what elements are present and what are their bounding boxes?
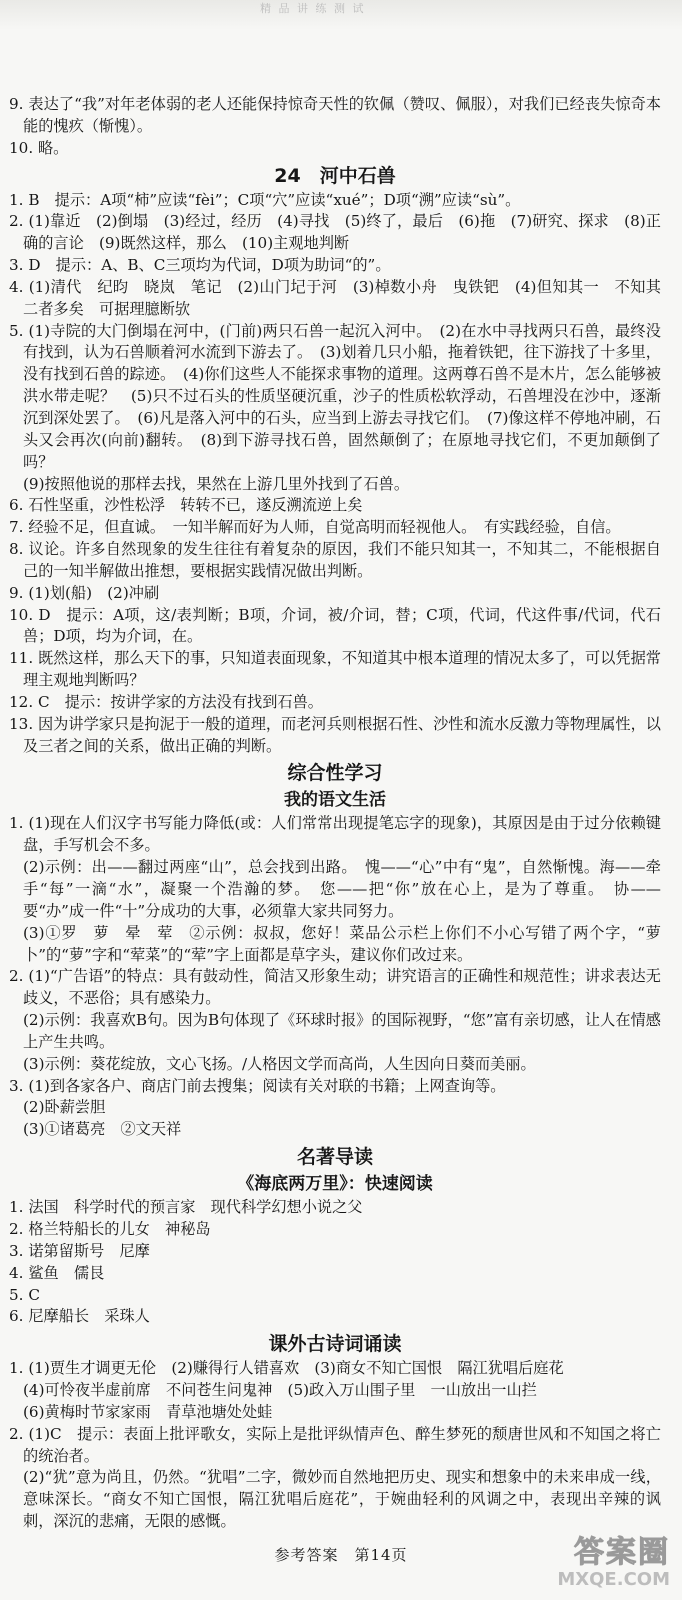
section-subtitle: 我的语文生活 xyxy=(284,790,386,811)
answer-item: 6. 石性坚重，沙性松浮 转转不已，遂反溯流逆上矣 xyxy=(9,496,363,515)
answer-content xyxy=(9,94,661,1533)
answer-item: 1. 法国 科学时代的预言家 现代科学幻想小说之父 xyxy=(9,1198,363,1217)
section-title: 课外古诗词诵读 xyxy=(268,1333,402,1356)
answer-item: 1. (1)贾生才调更无伦 (2)赚得行人错喜欢 (3)商女不知亡国恨 隔江犹唱后庭花 xyxy=(9,1359,564,1378)
page-footer: 参考答案 第14页 xyxy=(274,1546,408,1564)
top-scan-edge xyxy=(0,0,682,30)
answer-item: 4. (1)清代 纪昀 晓岚 笔记 (2)山门圮于河 (3)棹数小舟 曳铁钯 (4)但知其一 不知其二者多矣 可据理臆断欤 xyxy=(9,277,661,318)
answer-item: 2. (1)靠近 (2)倒塌 (3)经过，经历 (4)寻找 (5)终了，最后 (6)拖 (7)研究、探求 (8)正确的言论 (9)既然这样，那么 (10)主观地判断 xyxy=(9,212,661,253)
answer-item: 10. 略。 xyxy=(9,138,69,157)
watermark-logo-text: 答案圈 xyxy=(574,1535,670,1570)
section-title: 综合性学习 xyxy=(287,762,383,785)
answer-item: 8. 议论。许多自然现象的发生往往有着复杂的原因，我们不能只知其一，不知其二，不能根据自己的一知半解做出推想，要根据实践情况做出判断。 xyxy=(9,540,661,580)
answer-item: 7. 经验不足，但直诚。 一知半解而好为人师，自觉高明而轻视他人。 有实践经验，自信。 xyxy=(9,518,621,537)
answer-subitem: (9)按照他说的那样去找，果然在上游几里外找到了石兽。 xyxy=(23,474,410,493)
header-fragment: 精 品 讲 练 测 试 xyxy=(260,2,366,15)
answer-item: 13. 因为讲学家只是拘泥于一般的道理，而老河兵则根据石性、沙性和流水反激力等物理属性，以及三者之间的关系，做出正确的判断。 xyxy=(9,714,661,755)
answer-item: 3. 诺第留斯号 尼摩 xyxy=(9,1241,150,1260)
answer-subitem: (3)①诸葛亮 ②文天祥 xyxy=(23,1120,182,1139)
answer-item: 2. 格兰特船长的儿女 神秘岛 xyxy=(9,1219,211,1238)
section-subtitle: 《海底两万里》：快速阅读 xyxy=(237,1174,433,1195)
section-title: 名著导读 xyxy=(296,1146,373,1169)
answer-subitem: (2)示例：我喜欢B句。因为B句体现了《环球时报》的国际视野，“您”富有亲切感，让人在情感上产生共鸣。 xyxy=(23,1011,661,1051)
watermark-url: MXQE.COM xyxy=(557,1569,670,1590)
answer-item: 4. 鲨鱼 儒艮 xyxy=(9,1263,105,1282)
answer-item: 5. C xyxy=(9,1285,40,1304)
answer-item: 10. D 提示：A项，这/表判断；B项，介词，被/介词，替；C项，代词，代这件事/代词，代石兽；D项，均为介词，在。 xyxy=(9,605,661,646)
watermark-logo xyxy=(520,1536,670,1592)
answer-item: 9. 表达了“我”对年老体弱的老人还能保持惊奇天性的钦佩（赞叹、佩服），对我们已经丧失惊奇本能的愧疚（惭愧）。 xyxy=(9,95,661,135)
answer-subitem: (6)黄梅时节家家雨 青草池塘处处蛙 xyxy=(23,1402,273,1421)
answer-subitem: (4)可怜夜半虚前席 不问苍生问鬼神 (5)政入万山围子里 一山放出一山拦 xyxy=(23,1381,537,1400)
answer-item: 2. (1)C 提示：表面上批评歌女，实际上是批评纵情声色、醉生梦死的颓唐世风和不知国之将亡的统治者。 xyxy=(9,1424,661,1465)
answer-item: 3. (1)到各家各户、商店门前去搜集；阅读有关对联的书籍；上网查询等。 xyxy=(9,1076,506,1095)
answer-item: 5. (1)寺院的大门倒塌在河中，(门前)两只石兽一起沉入河中。 (2)在水中寻找两只石兽，最终没有找到，认为石兽顺着河水流到下游去了。 (3)划着几只小船，拖着铁钯，往下游找了十多里，没有找到石兽的踪迹。 (4)你们这些人不能探求事物的道理。这两尊石兽不是木片，怎么能够被洪水带走呢？ (5)只不过石头的性质坚硬沉重，沙子的性质松软浮动，石兽埋没在沙中，逐渐沉到深处罢了。 (6)凡是落入河中的石头，应当到上游去寻找它们。 (7)像这样不停地冲刷，石头又会再次(向前)翻转。 (8)到下游寻找石兽，固然颠倒了；在原地寻找它们，不更加颠倒了吗？ xyxy=(9,321,661,471)
answer-subitem: (2)“犹”意为尚且，仍然。“犹唱”二字，微妙而自然地把历史、现实和想象中的未来串成一线，意味深长。“商女不知亡国恨，隔江犹唱后庭花”，于婉曲轻利的风调之中，表现出辛辣的讽刺，深沉的悲痛，无限的感慨。 xyxy=(23,1468,661,1531)
answer-item: 9. (1)划(船) (2)冲刷 xyxy=(9,583,160,602)
answer-item: 12. C 提示：按讲学家的方法没有找到石兽。 xyxy=(9,692,323,711)
answer-item: 11. 既然这样，那么天下的事，只知道表面现象，不知道其中根本道理的情况太多了，可以凭据常理主观地判断吗？ xyxy=(9,649,661,690)
answer-item: 3. D 提示：A、B、C三项均为代词，D项为助词“的”。 xyxy=(9,256,391,275)
answer-item: 1. (1)现在人们汉字书写能力降低(或：人们常常出现提笔忘字的现象)，其原因是由于过分依赖键盘，手写机会不多。 xyxy=(9,814,661,855)
answer-subitem: (2)示例：出——翻过两座“山”，总会找到出路。 愧——“心”中有“鬼”，自然惭愧。海——牵手“每”一滴“水”，凝聚一个浩瀚的梦。 您——把“你”放在心上，是为了尊重。 协——要“办”成一件“十”分成功的大事，必须靠大家共同努力。 xyxy=(23,858,661,920)
answer-subitem: (3)示例：葵花绽放，文心飞扬。/人格因文学而高尚，人生因向日葵而美丽。 xyxy=(23,1054,536,1073)
section-title: 24 河中石兽 xyxy=(274,164,396,187)
answer-subitem: (2)卧薪尝胆 xyxy=(23,1098,106,1117)
answer-item: 6. 尼摩船长 采珠人 xyxy=(9,1307,150,1326)
answer-item: 2. (1)“广告语”的特点：具有鼓动性，简洁又形象生动；讲究语言的正确性和规范性；讲求表达无歧义，不恶俗；具有感染力。 xyxy=(9,967,661,1008)
answer-subitem: (3)①罗 萝 晕 荤 ②示例：叔叔，您好！菜品公示栏上你们不小心写错了两个字，“萝卜”的“萝”字和“荤菜”的“荤”字上面都是草字头，建议你们改过来。 xyxy=(23,923,661,964)
answer-item: 1. B 提示：A项“柿”应读“fèi”；C项“穴”应读“xué”；D项“溯”应读“sù”。 xyxy=(9,190,521,209)
